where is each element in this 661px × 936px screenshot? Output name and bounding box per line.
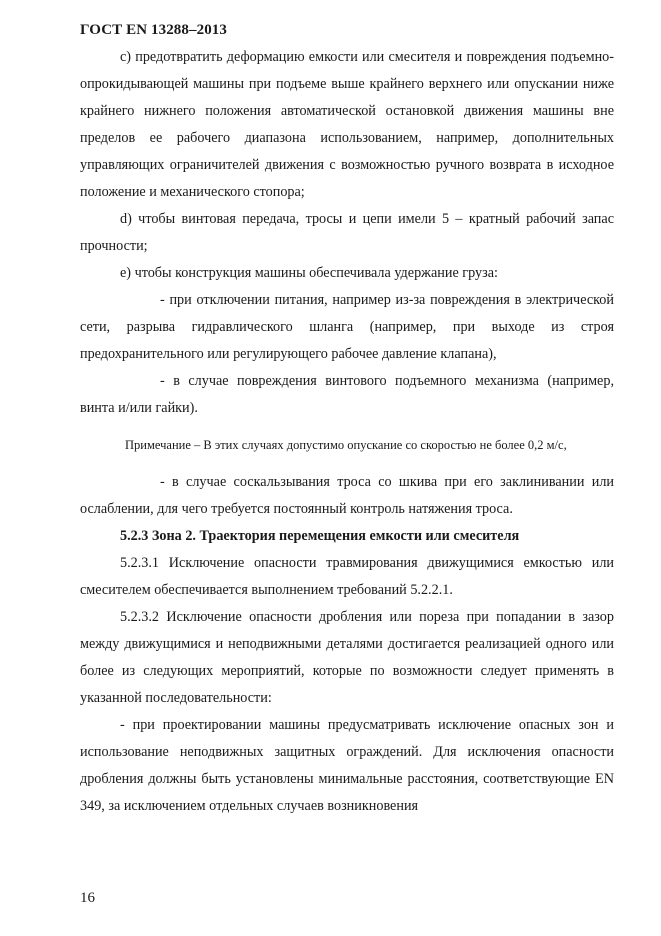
- document-body: [80, 44, 614, 820]
- paragraph-e: е) чтобы конструкция машины обеспечивала удержание груза:: [120, 265, 498, 281]
- paragraph-cable-slip: - в случае соскальзывания троса со шкива при его заклинивании или ослаблении, для чего требуется постоянный контроль натяжения троса.: [80, 474, 614, 517]
- paragraph-d: d) чтобы винтовая передача, тросы и цепи имели 5 – кратный рабочий запас прочности;: [80, 211, 614, 254]
- paragraph-c: c) предотвратить деформацию емкости или смесителя и повреждения подъемно-опрокидывающей машины при подъеме выше крайнего верхнего или опускании ниже крайнего нижнего положения автоматической остановкой движения машины вне пределов ее рабочего диапазона использованием, например, дополнительных управляющих ограничителей движения с возможностью ручного возврата в исходное положение и механического стопора;: [80, 49, 614, 200]
- paragraph-screw-damage: - в случае повреждения винтового подъемного механизма (например, винта и/или гайки).: [80, 373, 614, 416]
- paragraph-5-2-3-1: 5.2.3.1 Исключение опасности травмирования движущимися емкостью или смесителем обеспечивается выполнением требований 5.2.2.1.: [80, 555, 614, 598]
- paragraph-design-measures: - при проектировании машины предусматривать исключение опасных зон и использование неподвижных защитных ограждений. Для исключения опасности дробления должны быть установлены минимальные расстояния, соответствующие EN 349, за исключением отдельных случаев возникновения: [80, 717, 614, 814]
- note-paragraph: Примечание – В этих случаях допустимо опускание со скоростью не более 0,2 м/с,: [125, 438, 567, 452]
- document-header: ГОСТ EN 13288–2013: [80, 22, 227, 38]
- paragraph-power-loss: - при отключении питания, например из-за повреждения в электрической сети, разрыва гидравлического шланга (например, при выходе из строя предохранительного или регулирующего рабочее давление клапана),: [80, 292, 614, 362]
- paragraph-5-2-3-2: 5.2.3.2 Исключение опасности дробления или пореза при попадании в зазор между движущимися и неподвижными деталями достигается реализацией одного или более из следующих мероприятий, которые по возможности следует применять в указанной последовательности:: [80, 609, 614, 706]
- section-heading: 5.2.3 Зона 2. Траектория перемещения емкости или смесителя: [120, 528, 520, 544]
- page-number: 16: [80, 890, 95, 906]
